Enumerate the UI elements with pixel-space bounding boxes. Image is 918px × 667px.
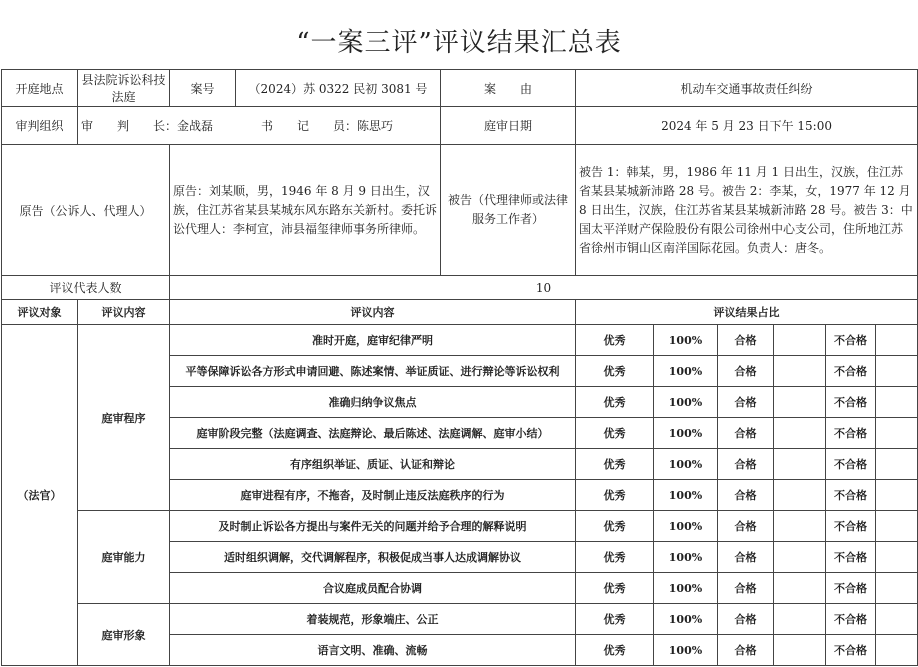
header-row-reps	[2, 276, 918, 300]
grade-excellent-value: 100%	[654, 542, 718, 573]
grade-excellent-value: 100%	[654, 511, 718, 542]
grade-excellent-label: 优秀	[576, 573, 654, 604]
grade-excellent-label: 优秀	[576, 635, 654, 666]
grade-pass-label: 合格	[718, 325, 774, 356]
eval-item-text: 庭审阶段完整（法庭调查、法庭辩论、最后陈述、法庭调解、庭审小结）	[170, 418, 576, 449]
eval-item-text: 平等保障诉讼各方形式申请回避、陈述案情、举证质证、进行辩论等诉讼权利	[170, 356, 576, 387]
grade-excellent-label: 优秀	[576, 449, 654, 480]
grade-excellent-label: 优秀	[576, 356, 654, 387]
eval-result-header: 评议结果占比	[576, 300, 918, 325]
grade-excellent-label: 优秀	[576, 418, 654, 449]
eval-item-text: 准时开庭，庭审纪律严明	[170, 325, 576, 356]
eval-header-row	[2, 300, 918, 325]
grade-fail-label: 不合格	[826, 635, 876, 666]
case-no-value: （2024）苏 0322 民初 3081 号	[236, 70, 441, 107]
defendant-value: 被告 1：韩某，男，1986 年 11 月 1 日出生，汉族，住江苏省某县某城新沛路 28 号。被告 2：李某，女，1977 年 12 月 8 日出生，汉族，住江苏省某县某城新沛路 28 号。被告 3：中国太平洋财产保险股份有限公司徐州中心支公司，住所地江苏省徐州市铜山区南洋国际花园。负责人：唐冬。	[576, 145, 918, 276]
grade-pass-value	[774, 511, 826, 542]
page-title: “一案三评”评议结果汇总表	[296, 28, 622, 58]
grade-pass-value	[774, 604, 826, 635]
grade-pass-label: 合格	[718, 356, 774, 387]
grade-fail-value	[876, 573, 918, 604]
grade-pass-label: 合格	[718, 573, 774, 604]
header-row-parties	[2, 145, 918, 276]
location-label: 开庭地点	[2, 70, 78, 107]
panel-label: 审判组织	[2, 107, 78, 145]
grade-fail-label: 不合格	[826, 325, 876, 356]
eval-category: 庭审形象	[78, 604, 170, 666]
grade-pass-value	[774, 635, 826, 666]
grade-pass-label: 合格	[718, 604, 774, 635]
eval-object: （法官）	[2, 325, 78, 666]
grade-fail-label: 不合格	[826, 418, 876, 449]
eval-item-text: 语言文明、准确、流畅	[170, 635, 576, 666]
grade-pass-label: 合格	[718, 542, 774, 573]
location-value: 县法院诉讼科技法庭	[78, 70, 170, 107]
cause-label: 案 由	[441, 70, 576, 107]
plaintiff-value: 原告：刘某顺，男，1946 年 8 月 9 日出生，汉族，住江苏省某县某城东风东路东关新村。委托诉讼代理人：李柯宣，沛县福玺律师事务所律师。	[170, 145, 441, 276]
grade-fail-value	[876, 418, 918, 449]
eval-item-text: 庭审进程有序，不拖沓，及时制止违反法庭秩序的行为	[170, 480, 576, 511]
grade-fail-value	[876, 449, 918, 480]
grade-fail-label: 不合格	[826, 480, 876, 511]
eval-body	[2, 325, 918, 666]
grade-fail-label: 不合格	[826, 449, 876, 480]
grade-fail-label: 不合格	[826, 542, 876, 573]
grade-excellent-label: 优秀	[576, 387, 654, 418]
grade-pass-value	[774, 573, 826, 604]
grade-pass-label: 合格	[718, 418, 774, 449]
grade-pass-value	[774, 418, 826, 449]
table-row	[2, 604, 918, 635]
grade-excellent-value: 100%	[654, 418, 718, 449]
grade-pass-label: 合格	[718, 387, 774, 418]
grade-pass-label: 合格	[718, 511, 774, 542]
table-row	[2, 511, 918, 542]
grade-excellent-value: 100%	[654, 573, 718, 604]
grade-pass-value	[774, 449, 826, 480]
grade-pass-value	[774, 356, 826, 387]
defendant-label: 被告（代理律师或法律服务工作者）	[441, 145, 576, 276]
header-row-panel	[2, 107, 918, 145]
grade-pass-label: 合格	[718, 449, 774, 480]
grade-excellent-label: 优秀	[576, 480, 654, 511]
grade-excellent-value: 100%	[654, 325, 718, 356]
grade-fail-value	[876, 387, 918, 418]
eval-item-text: 合议庭成员配合协调	[170, 573, 576, 604]
grade-excellent-value: 100%	[654, 449, 718, 480]
grade-fail-label: 不合格	[826, 511, 876, 542]
grade-excellent-label: 优秀	[576, 511, 654, 542]
table-row	[2, 325, 918, 356]
eval-category: 庭审能力	[78, 511, 170, 604]
grade-pass-value	[774, 325, 826, 356]
cause-value: 机动车交通事故责任纠纷	[576, 70, 918, 107]
grade-fail-label: 不合格	[826, 573, 876, 604]
grade-pass-value	[774, 387, 826, 418]
eval-category-header: 评议内容	[78, 300, 170, 325]
grade-pass-value	[774, 542, 826, 573]
grade-excellent-value: 100%	[654, 356, 718, 387]
case-no-label: 案号	[170, 70, 236, 107]
date-value: 2024 年 5 月 23 日下午 15:00	[576, 107, 918, 145]
grade-fail-value	[876, 480, 918, 511]
eval-item-text: 准确归纳争议焦点	[170, 387, 576, 418]
grade-excellent-value: 100%	[654, 387, 718, 418]
date-label: 庭审日期	[441, 107, 576, 145]
eval-item-text: 及时制止诉讼各方提出与案件无关的问题并给予合理的解释说明	[170, 511, 576, 542]
grade-fail-label: 不合格	[826, 356, 876, 387]
reps-label: 评议代表人数	[2, 276, 170, 300]
grade-pass-label: 合格	[718, 635, 774, 666]
panel-value: 审 判 长：金战磊 书 记 员：陈思巧	[78, 107, 441, 145]
grade-fail-value	[876, 604, 918, 635]
eval-item-text: 着装规范，形象端庄、公正	[170, 604, 576, 635]
grade-fail-value	[876, 635, 918, 666]
grade-excellent-value: 100%	[654, 480, 718, 511]
grade-fail-value	[876, 356, 918, 387]
grade-excellent-value: 100%	[654, 635, 718, 666]
grade-excellent-label: 优秀	[576, 604, 654, 635]
eval-content-header: 评议内容	[170, 300, 576, 325]
plaintiff-label: 原告（公诉人、代理人）	[2, 145, 170, 276]
grade-excellent-label: 优秀	[576, 325, 654, 356]
eval-object-header: 评议对象	[2, 300, 78, 325]
eval-item-text: 适时组织调解，交代调解程序，积极促成当事人达成调解协议	[170, 542, 576, 573]
grade-pass-value	[774, 480, 826, 511]
grade-fail-value	[876, 542, 918, 573]
grade-fail-value	[876, 511, 918, 542]
grade-excellent-value: 100%	[654, 604, 718, 635]
grade-fail-label: 不合格	[826, 387, 876, 418]
header-row-location	[2, 70, 918, 107]
eval-category: 庭审程序	[78, 325, 170, 511]
grade-fail-value	[876, 325, 918, 356]
summary-table	[1, 69, 918, 666]
grade-pass-label: 合格	[718, 480, 774, 511]
grade-excellent-label: 优秀	[576, 542, 654, 573]
eval-item-text: 有序组织举证、质证、认证和辩论	[170, 449, 576, 480]
reps-value: 10	[170, 276, 918, 300]
grade-fail-label: 不合格	[826, 604, 876, 635]
